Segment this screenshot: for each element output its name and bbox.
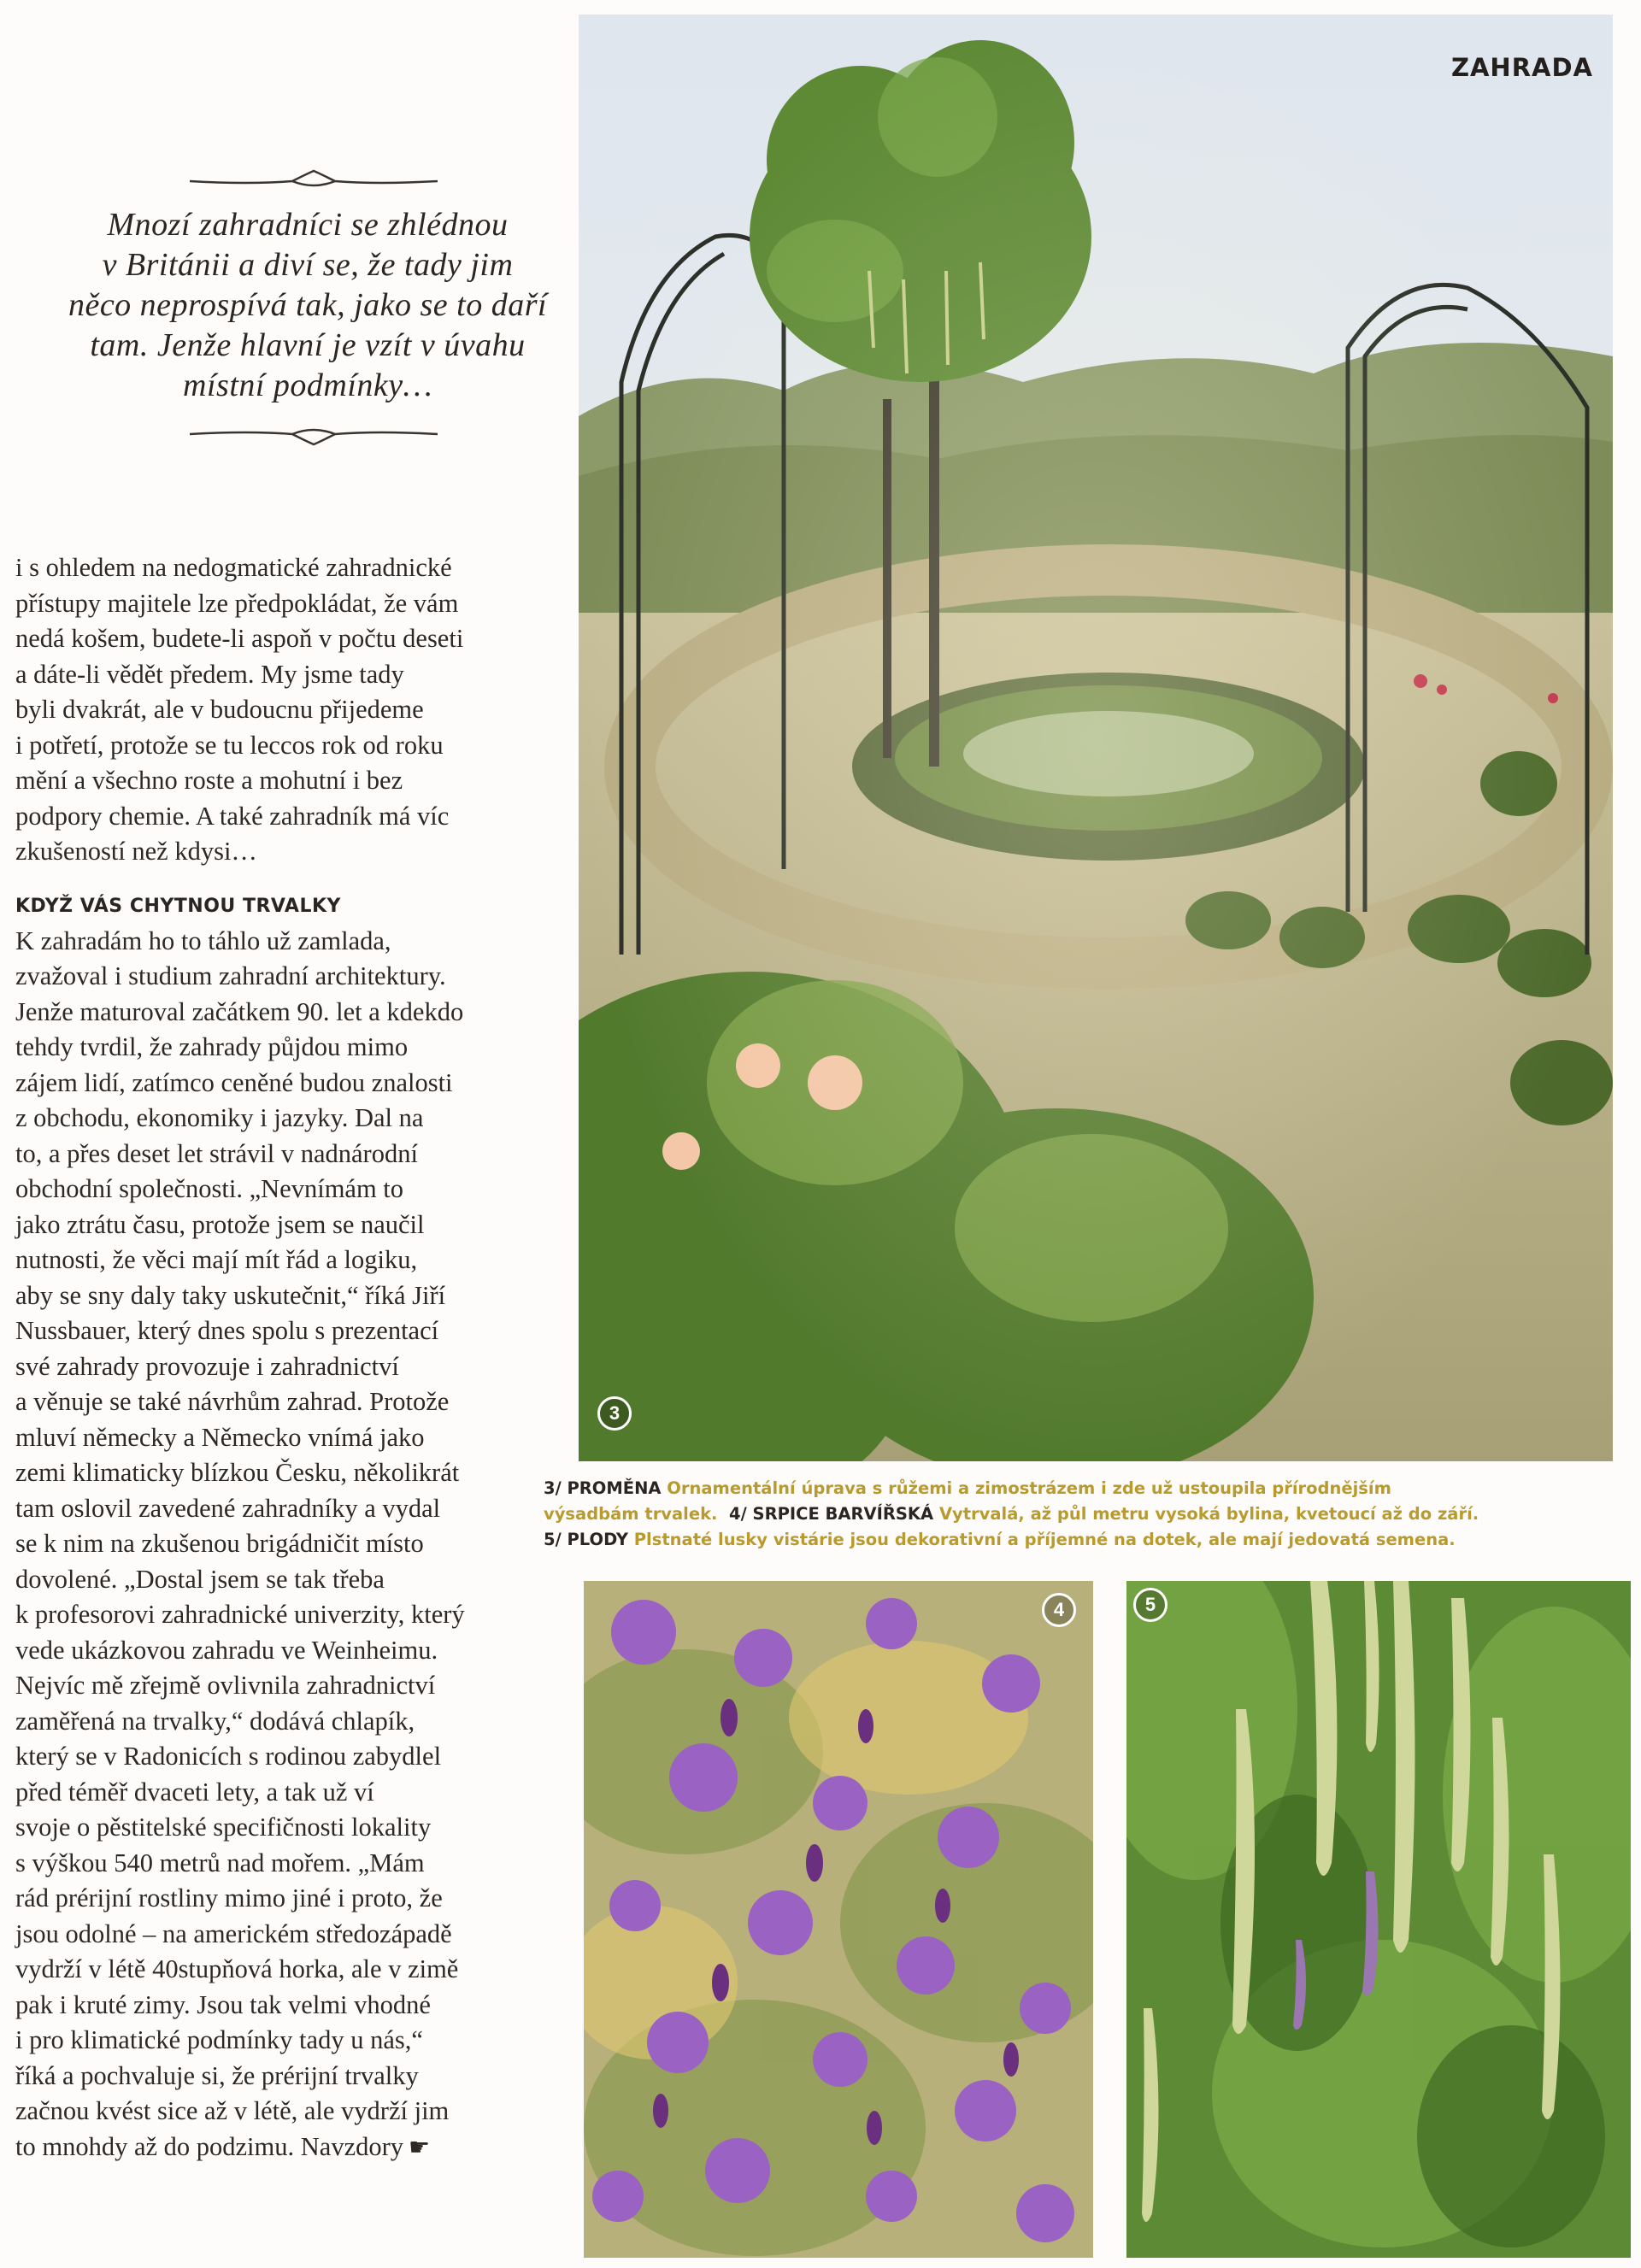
garden-photo-illustration [579,15,1613,1461]
text-line: nedá košem, budete-li aspoň v počtu deseti [15,624,464,653]
caption-3-text: Ornamentální úprava s růžemi a zimostrázem i zde už ustoupila přírodnějším [667,1478,1391,1498]
text-line: zaměřená na trvalky,“ dodává chlapík, [15,1706,415,1736]
pull-quote-line: Mnozí zahradníci se zhlédnou [107,207,509,243]
article-body [15,550,562,2165]
text-line: který se v Radonicích s rodinou zabydlel [15,1742,442,1771]
text-line: a věnuje se také návrhům zahrad. Protože [15,1387,450,1416]
last-line-text: to mnohdy až do podzimu. Navzdory [15,2131,404,2161]
text-line: před téměř dvaceti lety, a tak už ví [15,1777,374,1807]
section-label: ZAHRADA [1450,53,1593,82]
text-line: tam oslovil zavedené zahradníky a vydal [15,1493,441,1523]
text-line: jako ztrátu času, protože jsem se naučil [15,1209,425,1239]
text-line: byli dvakrát, ale v budoucnu přijedeme [15,695,424,724]
text-line: aby se sny daly taky uskutečnit,“ říká Jiří [15,1280,446,1310]
text-line: Nussbauer, který dnes spolu s prezentací [15,1316,439,1345]
wisteria-pods-photo [1126,1581,1631,2258]
caption-line [544,1476,1620,1501]
text-line: svoje o pěstitelské specifičnosti lokality [15,1813,432,1842]
caption-4-label: 4/ SRPICE BARVÍŘSKÁ [729,1504,934,1524]
text-line: říká a pochvaluje si, že prérijní trvalky [15,2060,419,2090]
text-line: dovolené. „Dostal jsem se tak třeba [15,1564,385,1594]
section-subheading: KDYŽ VÁS CHYTNOU TRVALKY [15,895,341,917]
pointing-hand-icon: ☛ [409,2132,431,2161]
text-line: i s ohledem na nedogmatické zahradnické [15,553,452,582]
photo-number-badge: 3 [597,1396,632,1431]
caption-line [544,1501,1620,1527]
text-line: s výškou 540 metrů nad mořem. „Mám [15,1848,425,1877]
text-line: zájem lidí, zatímco ceněné budou znalosti [15,1067,453,1097]
caption-5-text: Plstnaté lusky vistárie jsou dekorativní a příjemné na dotek, ale mají jedovatá semena. [633,1530,1456,1549]
paragraph-intro [15,550,562,870]
text-line: vydrží v létě 40stupňová horka, ale v zimě [15,1954,459,1983]
text-line: nutnosti, že věci mají mít řád a logiku, [15,1245,418,1274]
caption-4-text: Vytrvalá, až půl metru vysoká bylina, kvetoucí až do září. [938,1504,1479,1524]
text-line: zemi klimaticky blízkou Česku, několikrát [15,1458,460,1487]
photo-captions [544,1476,1620,1553]
text-line: k profesorovi zahradnické univerzity, který [15,1600,465,1629]
text-line: jsou odolné – na americkém středozápadě [15,1918,452,1948]
text-line: přístupy majitele lze předpokládat, že vám [15,588,459,618]
caption-3-text-cont: výsadbám trvalek. [544,1504,718,1524]
photo-number-badge: 4 [1042,1593,1076,1627]
garden-photo [579,15,1613,1461]
caption-line [544,1527,1620,1553]
ornament-top [190,167,438,193]
flower-photo [584,1581,1093,2258]
text-line: své zahrady provozuje i zahradnictví [15,1351,399,1381]
text-line: zvažoval i studium zahradní architektury. [15,961,446,990]
pods-photo-illustration [1126,1581,1631,2258]
text-line [15,2130,562,2165]
pull-quote-line: místní podmínky… [183,367,432,403]
text-line: to, a přes deset let strávil v nadnárodní [15,1138,418,1168]
pull-quote-line: v Británii a diví se, že tady jim [102,247,514,283]
pull-quote [0,205,615,406]
paragraph-main [15,924,562,2165]
text-line: Nejvíc mě zřejmě ovlivnila zahradnictví [15,1671,436,1700]
text-line: a dáte-li vědět předem. My jsme tady [15,659,404,689]
pull-quote-line: něco neprospívá tak, jako se to daří [68,287,548,323]
text-line: tehdy tvrdil, že zahrady půjdou mimo [15,1032,409,1061]
text-line: začnou kvést sice až v létě, ale vydrží jim [15,2096,450,2125]
text-line: podpory chemie. A také zahradník má víc [15,801,450,831]
text-line: i potřetí, protože se tu leccos rok od roku [15,730,444,760]
photo-number-badge: 5 [1133,1588,1168,1622]
text-line: mění a všechno roste a mohutní i bez [15,766,403,795]
text-line: z obchodu, ekonomiky i jazyky. Dal na [15,1103,424,1132]
text-line: Jenže maturoval začátkem 90. let a kdekdo [15,996,464,1026]
caption-3-label: 3/ PROMĚNA [544,1478,662,1498]
text-line: obchodní společnosti. „Nevnímám to [15,1174,404,1203]
pull-quote-line: tam. Jenže hlavní je vzít v úvahu [90,327,526,363]
text-line: vede ukázkovou zahradu ve Weinheimu. [15,1635,438,1665]
text-line: pak i kruté zimy. Jsou tak velmi vhodné [15,1989,431,2019]
text-line: rád prérijní rostliny mimo jiné i proto, že [15,1883,443,1913]
caption-5-label: 5/ PLODY [544,1530,628,1549]
text-line: zkušeností než kdysi… [15,837,257,866]
flower-photo-illustration [584,1581,1093,2258]
text-line: K zahradám ho to táhlo už zamlada, [15,925,391,955]
text-line: se k nim na zkušenou brigádničit místo [15,1529,424,1558]
ornament-bottom [190,422,438,448]
text-line: i pro klimatické podmínky tady u nás,“ [15,2025,423,2054]
text-line: mluví německy a Německo vnímá jako [15,1422,425,1452]
